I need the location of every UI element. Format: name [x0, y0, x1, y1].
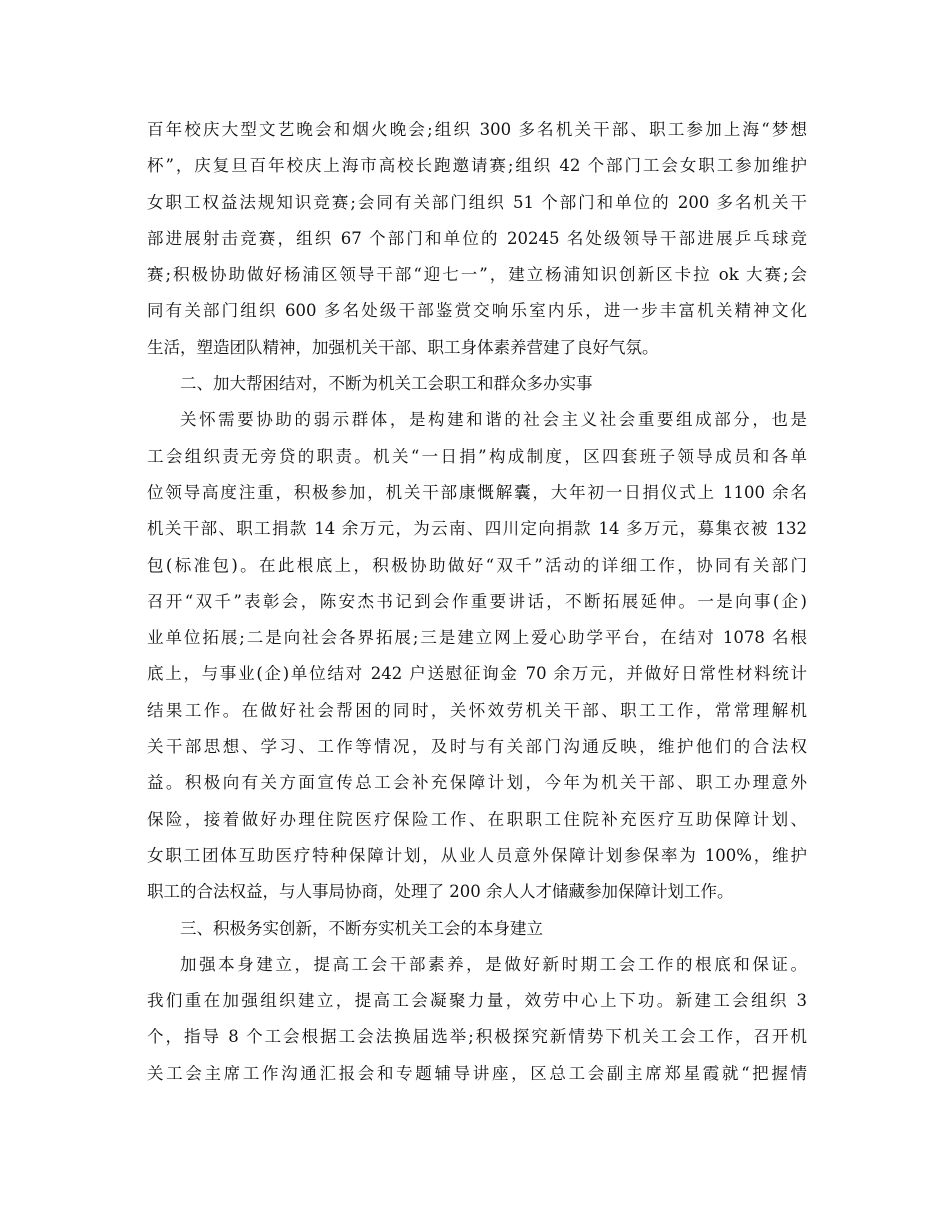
text-line: 女职工权益法规知识竞赛;会同有关部门组织 51 个部门和单位的 200 多名机关干	[147, 192, 807, 212]
text-line: 关工会主席工作沟通汇报会和专题辅导讲座，区总工会副主席郑星霞就“把握情	[147, 1063, 807, 1083]
section-heading	[147, 911, 807, 947]
text-line: 杯”，庆复旦百年校庆上海市高校长跑邀请赛;组织 42 个部门工会女职工参加维护	[147, 156, 807, 176]
text-line: 女职工团体互助医疗特种保障计划，从业人员意外保障计划参保率为 100%，维护	[147, 845, 807, 865]
text-line: 加强本身建立，提高工会干部素养，是做好新时期工会工作的根底和保证。	[180, 954, 807, 974]
text-line: 益。积极向有关方面宣传总工会补充保障计划，今年为机关干部、职工办理意外	[147, 773, 807, 793]
document-body	[147, 112, 807, 1092]
text-line: 包(标准包)。在此根底上，积极协助做好“双千”活动的详细工作，协同有关部门	[147, 555, 807, 575]
paragraph	[147, 402, 807, 910]
section-heading	[147, 366, 807, 402]
text-line: 关干部思想、学习、工作等情况，及时与有关部门沟通反映，维护他们的合法权	[147, 737, 807, 757]
text-line: 百年校庆大型文艺晚会和烟火晚会;组织 300 多名机关干部、职工参加上海“梦想	[147, 120, 807, 139]
text-line: 我们重在加强组织建立，提高工会凝聚力量，效劳中心上下功。新建工会组织 3	[147, 991, 807, 1011]
text-line: 生活，塑造团队精神，加强机关干部、职工身体素养营建了良好气氛。	[147, 337, 659, 357]
text-line: 二、加大帮困结对，不断为机关工会职工和群众多办实事	[180, 374, 593, 394]
text-line: 保险，接着做好办理住院医疗保险工作、在职职工住院补充医疗互助保障计划、	[147, 809, 807, 829]
text-line: 业单位拓展;二是向社会各界拓展;三是建立网上爱心助学平台，在结对 1078 名根	[147, 628, 807, 648]
text-line: 部进展射击竞赛，组织 67 个部门和单位的 20245 名处级领导干部进展乒乓球竞	[147, 228, 807, 248]
text-line: 结果工作。在做好社会帮困的同时，关怀效劳机关干部、职工工作，常常理解机	[147, 700, 807, 720]
paragraph	[147, 947, 807, 1092]
text-line: 召开“双千”表彰会，陈安杰书记到会作重要讲话，不断拓展延伸。一是向事(企)	[147, 591, 807, 611]
text-line: 关怀需要协助的弱示群体，是构建和谐的社会主义社会重要组成部分，也是	[180, 410, 807, 430]
text-line: 位领导高度注重，积极参加，机关干部康慨解囊，大年初一日捐仪式上 1100 余名	[147, 482, 807, 502]
paragraph	[147, 112, 807, 366]
text-line: 赛;积极协助做好杨浦区领导干部“迎七一”，建立杨浦知识创新区卡拉 ok 大赛;会	[147, 265, 807, 285]
text-line: 机关干部、职工捐款 14 余万元，为云南、四川定向捐款 14 多万元，募集衣被 132	[147, 519, 807, 539]
text-line: 三、积极务实创新，不断夯实机关工会的本身建立	[180, 918, 543, 938]
text-line: 工会组织责无旁贷的职责。机关“一日捐”构成制度，区四套班子领导成员和各单	[147, 446, 807, 466]
text-line: 同有关部门组织 600 多名处级干部鉴赏交响乐室内乐，进一步丰富机关精神文化	[147, 301, 807, 321]
text-line: 底上，与事业(企)单位结对 242 户送慰征询金 70 余万元，并做好日常性材料统计	[147, 664, 807, 684]
text-line: 个，指导 8 个工会根据工会法换届选举;积极探究新情势下机关工会工作，召开机	[147, 1027, 807, 1047]
text-line: 职工的合法权益，与人事局协商，处理了 200 余人人才储藏参加保障计划工作。	[147, 882, 734, 902]
